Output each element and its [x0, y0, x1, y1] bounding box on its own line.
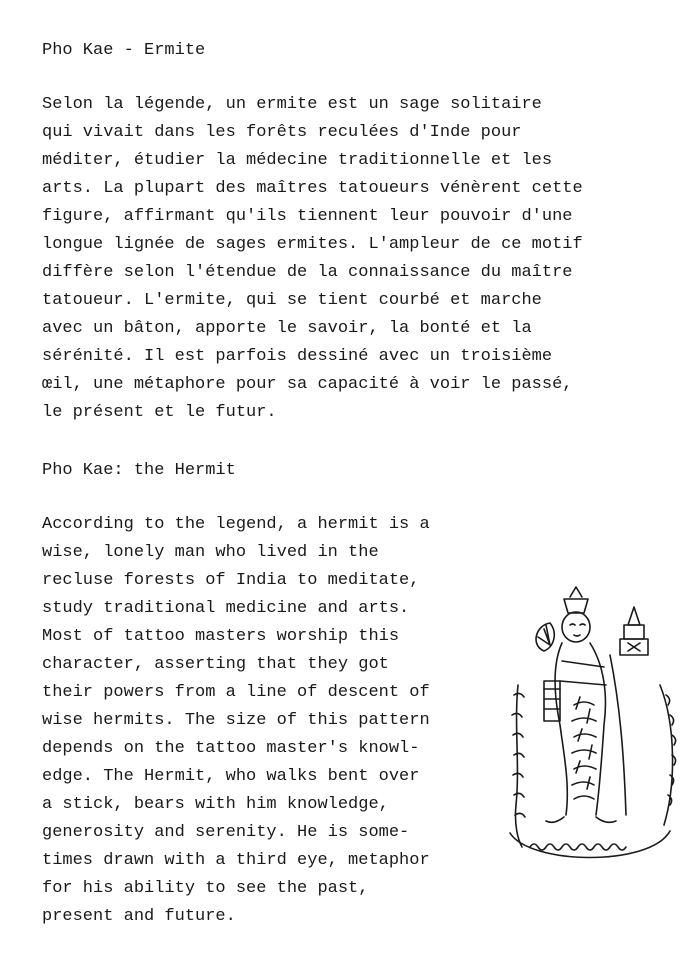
paragraph-line: Most of tattoo masters worship this	[42, 627, 400, 646]
paragraph-line: study traditional medicine and arts.	[42, 599, 410, 618]
paragraph-line: qui vivait dans les forêts reculées d'Inde pour	[42, 123, 522, 142]
paragraph-line: arts. La plupart des maîtres tatoueurs vénèrent cette	[42, 179, 583, 198]
paragraph-line: for his ability to see the past,	[42, 879, 369, 898]
french-paragraph	[42, 91, 583, 427]
french-title: Pho Kae - Ermite	[42, 41, 206, 60]
paragraph-line: character, asserting that they got	[42, 655, 389, 674]
paragraph-line: longue lignée de sages ermites. L'ampleur de ce motif	[42, 235, 583, 254]
english-title: Pho Kae: the Hermit	[42, 461, 236, 480]
paragraph-line: Selon la légende, un ermite est un sage solitaire	[42, 95, 542, 114]
paragraph-line: wise, lonely man who lived in the	[42, 543, 379, 562]
paragraph-line: their powers from a line of descent of	[42, 683, 430, 702]
paragraph-line: depends on the tattoo master's knowl-	[42, 739, 420, 758]
paragraph-line: a stick, bears with him knowledge,	[42, 795, 389, 814]
paragraph-line: œil, une métaphore pour sa capacité à voir le passé,	[42, 375, 573, 394]
paragraph-line: According to the legend, a hermit is a	[42, 515, 430, 534]
paragraph-line: times drawn with a third eye, metaphor	[42, 851, 430, 870]
paragraph-line: tatoueur. L'ermite, qui se tient courbé et marche	[42, 291, 542, 310]
paragraph-line: figure, affirmant qu'ils tiennent leur pouvoir d'une	[42, 207, 573, 226]
paragraph-line: generosity and serenity. He is some-	[42, 823, 410, 842]
paragraph-line: diffère selon l'étendue de la connaissance du maître	[42, 263, 573, 282]
paragraph-line: wise hermits. The size of this pattern	[42, 711, 430, 730]
hermit-tattoo-illustration-icon	[500, 585, 680, 875]
hermit-figure-icon	[500, 585, 680, 875]
paragraph-line: avec un bâton, apporte le savoir, la bonté et la	[42, 319, 532, 338]
paragraph-line: sérénité. Il est parfois dessiné avec un troisième	[42, 347, 553, 366]
paragraph-line: recluse forests of India to meditate,	[42, 571, 420, 590]
paragraph-line: present and future.	[42, 907, 236, 926]
paragraph-line: le présent et le futur.	[42, 403, 277, 422]
english-paragraph	[42, 511, 430, 931]
paragraph-line: méditer, étudier la médecine traditionnelle et les	[42, 151, 553, 170]
paragraph-line: edge. The Hermit, who walks bent over	[42, 767, 420, 786]
